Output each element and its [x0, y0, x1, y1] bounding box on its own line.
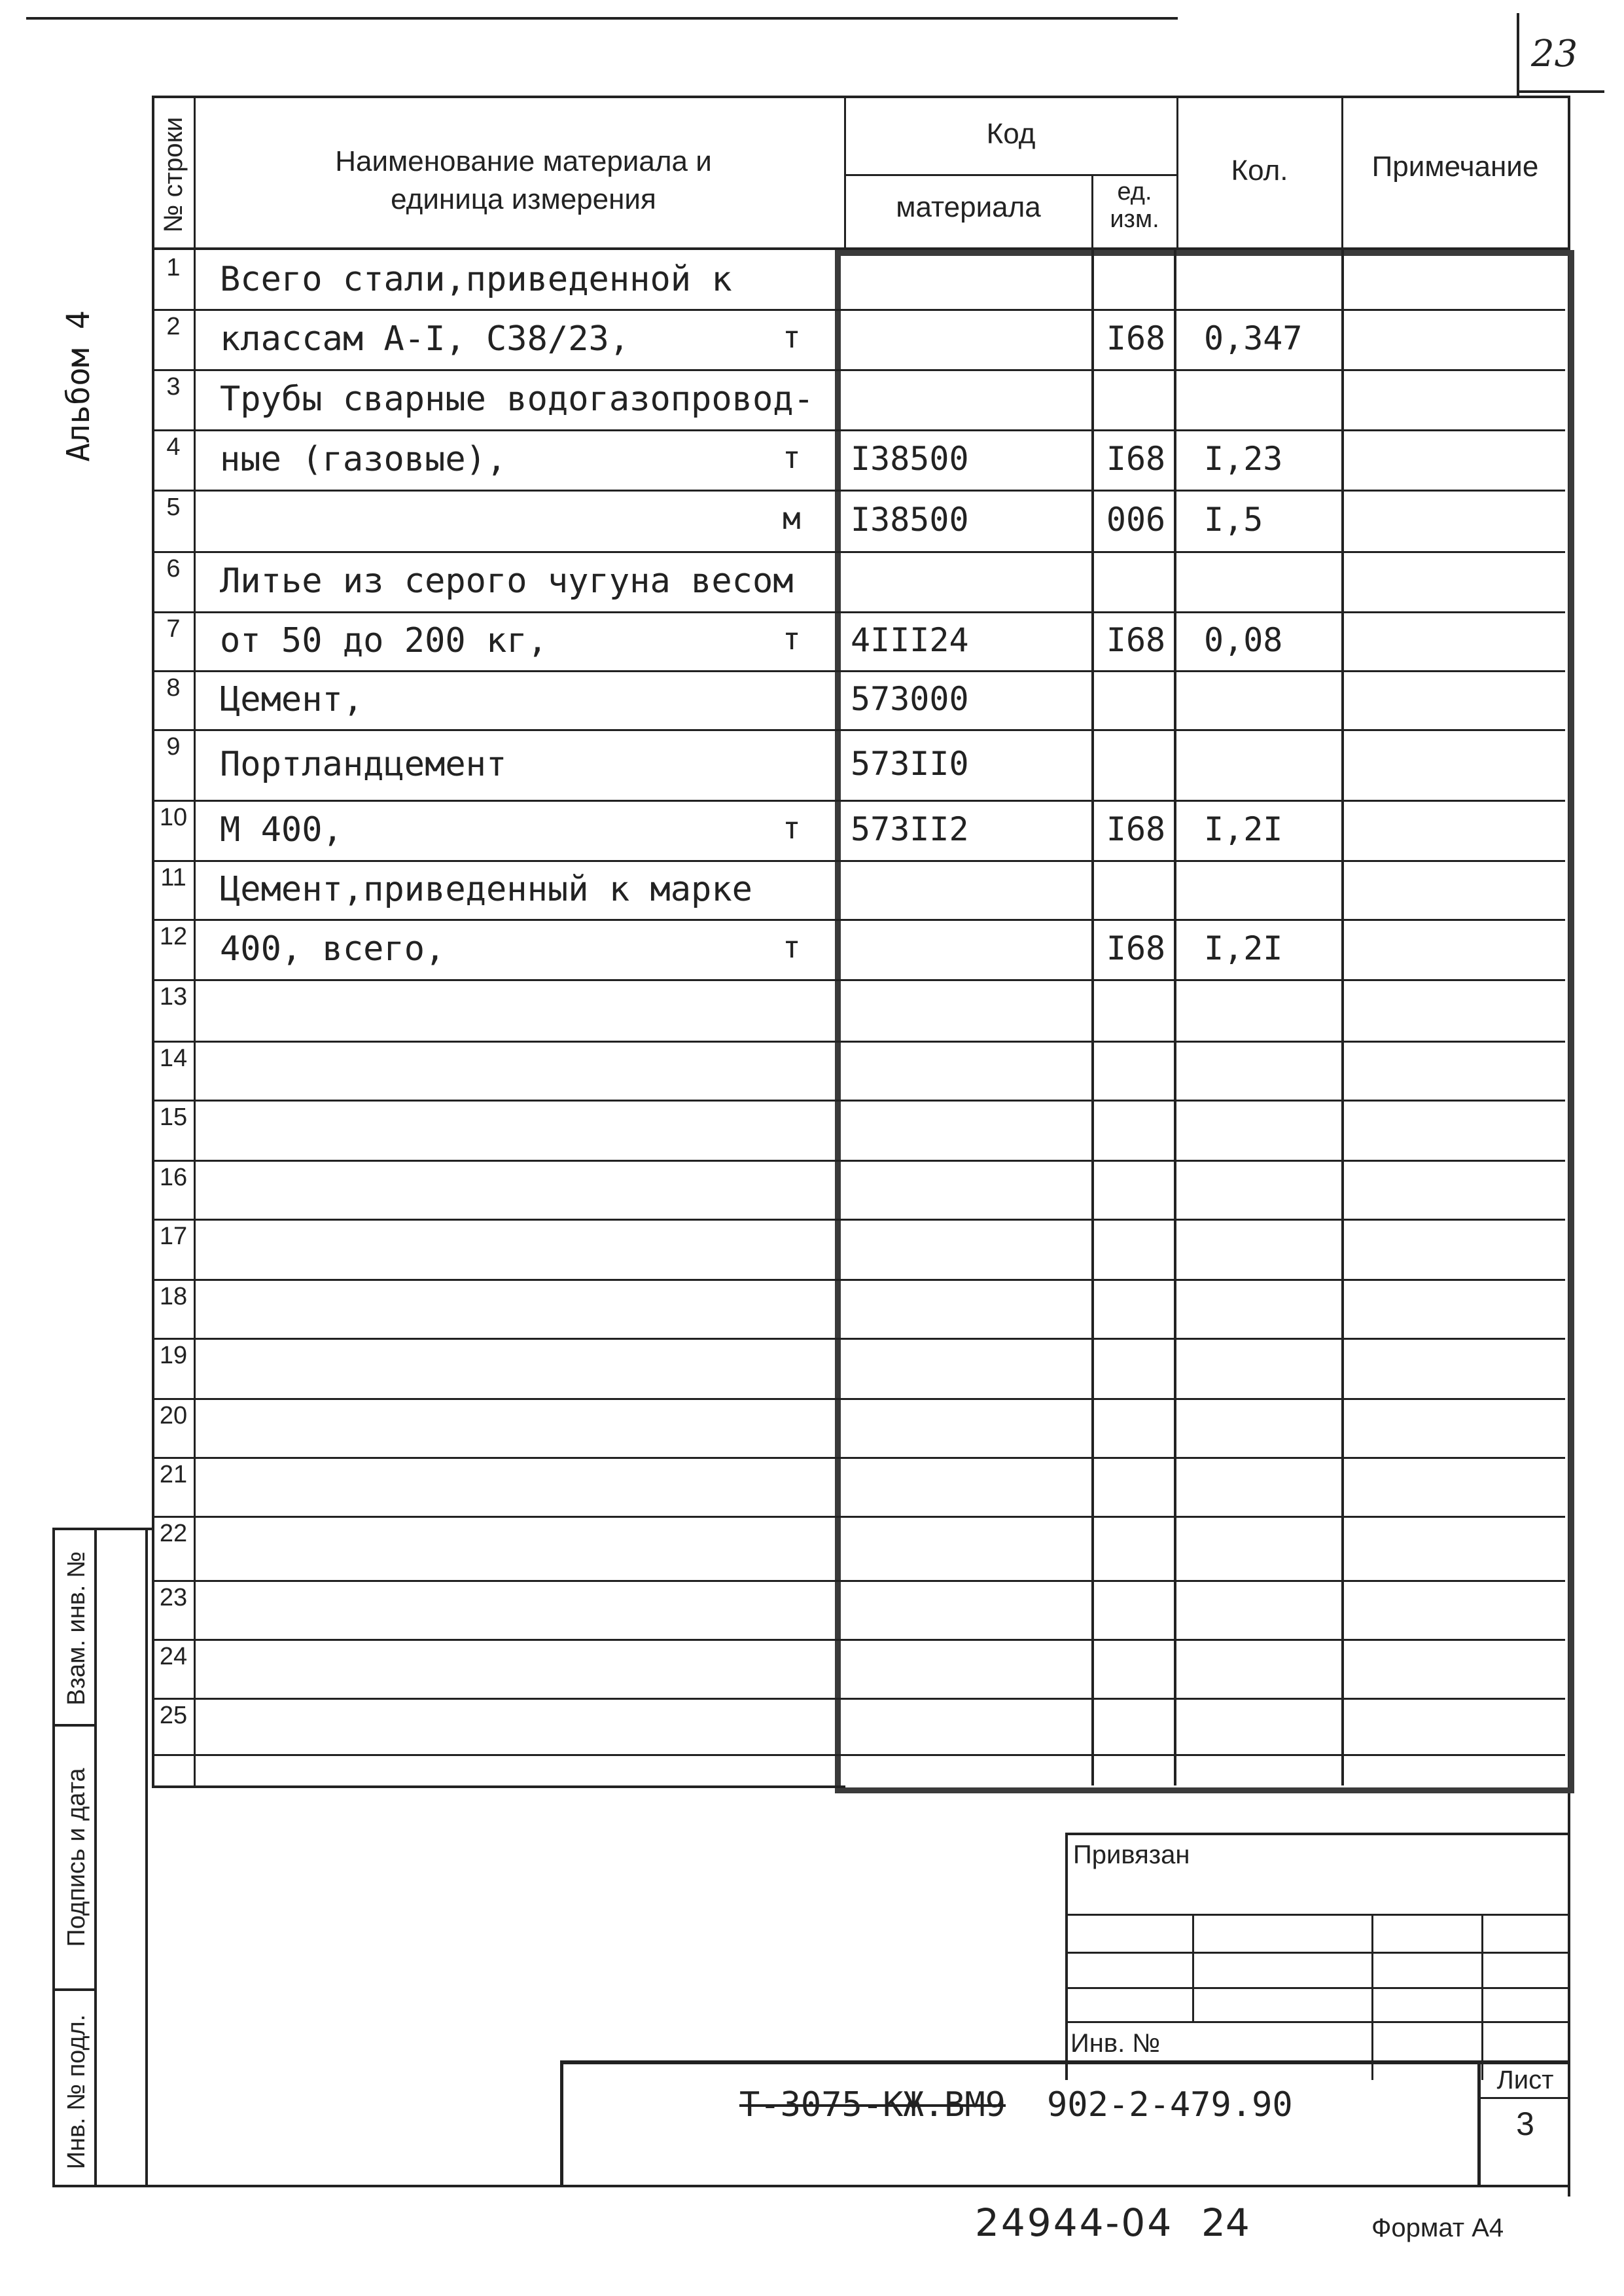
stamp-inv-podl: Инв. № подл.: [63, 2014, 90, 2170]
format-label: Формат А4: [1371, 2214, 1504, 2242]
stamp-col-left: [52, 1528, 55, 2187]
table-left-border: [152, 96, 154, 1788]
doc-block-top: [560, 2060, 1570, 2064]
stamp-top: [52, 1528, 152, 1530]
tb-line-4: [1065, 2021, 1570, 2023]
row-separator: [152, 670, 1565, 672]
row-number: 13: [159, 983, 188, 1011]
row-number: 4: [166, 433, 181, 461]
row-separator: [152, 490, 1565, 492]
row-material-code: 573II0: [851, 745, 969, 783]
row-separator: [152, 551, 1565, 553]
header-note: Примечание: [1371, 151, 1539, 183]
row-number: 17: [159, 1223, 188, 1250]
page-number: 23: [1531, 33, 1578, 75]
row-separator: [152, 1639, 1565, 1641]
page-number-divider: [1517, 13, 1519, 97]
archive-number: 24944-04: [975, 2200, 1174, 2245]
row-number: 19: [159, 1342, 188, 1369]
sheet-label-line: [1477, 2097, 1570, 2099]
row-number: 1: [166, 254, 181, 281]
archive-page: 24: [1201, 2200, 1250, 2245]
row-separator: [152, 1100, 1565, 1102]
row-number: 25: [159, 1702, 188, 1729]
data-col-line-code: [1091, 250, 1094, 1785]
row-separator: [152, 979, 1565, 981]
row-quantity: 0,347: [1204, 319, 1303, 357]
row-material-code: 4III24: [851, 621, 969, 659]
row-quantity: I,2I: [1204, 929, 1283, 967]
row-separator: [152, 429, 1565, 431]
tb-col-2: [1371, 1914, 1373, 2080]
row-number: 20: [159, 1402, 188, 1429]
row-separator: [152, 1279, 1565, 1281]
tb-line-1: [1065, 1914, 1570, 1916]
tb-privyazan: Привязан: [1073, 1840, 1190, 1869]
row-separator: [152, 1219, 1565, 1221]
top-border: [26, 17, 1178, 20]
doc-code-struck: [739, 2085, 1006, 2125]
row-material-code: I38500: [851, 440, 969, 478]
row-quantity: I,5: [1204, 501, 1263, 539]
row-unit-letter: т: [783, 319, 801, 355]
table-top-border: [152, 96, 1570, 98]
stamp-bottom: [52, 2185, 1570, 2187]
row-name: Цемент,приведенный к марке: [220, 870, 752, 909]
row-unit-letter: т: [783, 440, 801, 475]
row-separator: [152, 1160, 1565, 1162]
row-separator: [152, 800, 1565, 802]
row-quantity: I,2I: [1204, 810, 1283, 848]
sheet-number: 3: [1516, 2106, 1534, 2142]
row-number: 10: [159, 804, 188, 831]
tb-inv-no: Инв. №: [1070, 2029, 1161, 2058]
tb-top: [1065, 1833, 1570, 1835]
header-unit: ед. изм.: [1110, 178, 1159, 233]
row-name: Трубы сварные водогазопровод-: [220, 380, 814, 419]
row-separator: [152, 1516, 1565, 1518]
row-name: от 50 до 200 кг,: [220, 621, 548, 660]
row-name: Цемент,: [220, 680, 364, 719]
row-unit-letter: т: [783, 810, 801, 846]
row-number: 18: [159, 1283, 188, 1310]
doc-code-struck-text: Т-3075-КЖ.ВМ9: [739, 2085, 1006, 2125]
stamp-vzam-inv: Взам. инв. №: [63, 1551, 90, 1706]
row-separator: [152, 860, 1565, 862]
code-subheader-line: [844, 174, 1178, 176]
row-separator: [152, 919, 1565, 921]
header-row-no: № строки: [159, 117, 188, 233]
row-number: 11: [160, 864, 186, 891]
row-separator: [152, 729, 1565, 731]
row-separator: [152, 1754, 1565, 1756]
row-material-code: 573000: [851, 680, 969, 718]
row-name: 400, всего,: [220, 929, 446, 969]
row-separator: [152, 1580, 1565, 1582]
row-name: М 400,: [220, 810, 343, 850]
col-line-rownum: [194, 96, 196, 1788]
data-frame: [835, 250, 1574, 1793]
row-separator: [152, 611, 1565, 613]
row-unit-code: I68: [1106, 621, 1166, 659]
row-number: 15: [159, 1103, 188, 1131]
row-unit-code: I68: [1106, 440, 1166, 478]
row-number: 8: [166, 674, 181, 702]
row-unit-letter: т: [783, 929, 801, 965]
row-number: 5: [166, 493, 181, 521]
row-number: 7: [166, 615, 181, 643]
row-separator: [152, 309, 1565, 311]
tb-left: [1065, 1833, 1068, 2080]
sheet-label: Лист: [1496, 2066, 1554, 2094]
row-separator: [152, 1698, 1565, 1700]
row-number: 3: [166, 373, 181, 401]
tb-line-3: [1065, 1987, 1570, 1989]
row-number: 22: [159, 1520, 188, 1547]
row-unit-letter: т: [783, 621, 801, 656]
row-number: 14: [159, 1045, 188, 1072]
header-name: Наименование материала и единица измерения: [335, 145, 712, 215]
row-separator: [152, 1338, 1565, 1340]
row-unit-code: I68: [1106, 319, 1166, 357]
row-separator: [152, 369, 1565, 371]
doc-code: 902-2-479.90: [1047, 2085, 1293, 2125]
row-name: классам А-I, С38/23,: [220, 319, 630, 359]
row-separator: [152, 1041, 1565, 1043]
row-separator: [152, 1457, 1565, 1459]
stamp-podpis-data: Подпись и дата: [63, 1768, 90, 1947]
tb-col-1: [1192, 1914, 1194, 2021]
row-name: ные (газовые),: [220, 440, 507, 479]
data-col-line-qty: [1341, 250, 1344, 1785]
header-qty: Кол.: [1231, 154, 1288, 187]
row-name: Всего стали,приведенной к: [220, 260, 732, 299]
row-number: 23: [159, 1584, 188, 1611]
row-number: 9: [166, 733, 181, 761]
row-unit-code: I68: [1106, 929, 1166, 967]
stamp-div-1: [52, 1724, 97, 1727]
album-label: Альбом 4: [60, 310, 97, 462]
stamp-col-right: [145, 1528, 148, 2187]
row-number: 6: [166, 555, 181, 583]
header-code: Код: [986, 118, 1036, 150]
row-unit-code: I68: [1106, 810, 1166, 848]
row-number: 21: [159, 1461, 188, 1488]
row-name: Литье из серого чугуна весом: [220, 562, 794, 601]
row-separator: [152, 1398, 1565, 1400]
data-col-line-unit: [1174, 250, 1176, 1785]
table-bottom-line: [152, 1785, 845, 1788]
tb-col-3: [1481, 1914, 1483, 2080]
row-number: 2: [166, 313, 181, 340]
row-number: 12: [159, 923, 188, 950]
row-quantity: 0,08: [1204, 621, 1283, 659]
row-name: Портландцемент: [220, 745, 507, 784]
row-material-code: I38500: [851, 501, 969, 539]
doc-block-left: [560, 2060, 563, 2187]
header-material: материала: [896, 191, 1041, 223]
row-number: 16: [159, 1164, 188, 1191]
row-quantity: I,23: [1204, 440, 1283, 478]
tb-line-2: [1065, 1952, 1570, 1954]
page-number-underline: [1517, 90, 1604, 93]
row-material-code: 573II2: [851, 810, 969, 848]
row-number: 24: [159, 1643, 188, 1670]
row-unit-code: 006: [1106, 501, 1166, 539]
row-unit-letter: м: [783, 501, 801, 536]
